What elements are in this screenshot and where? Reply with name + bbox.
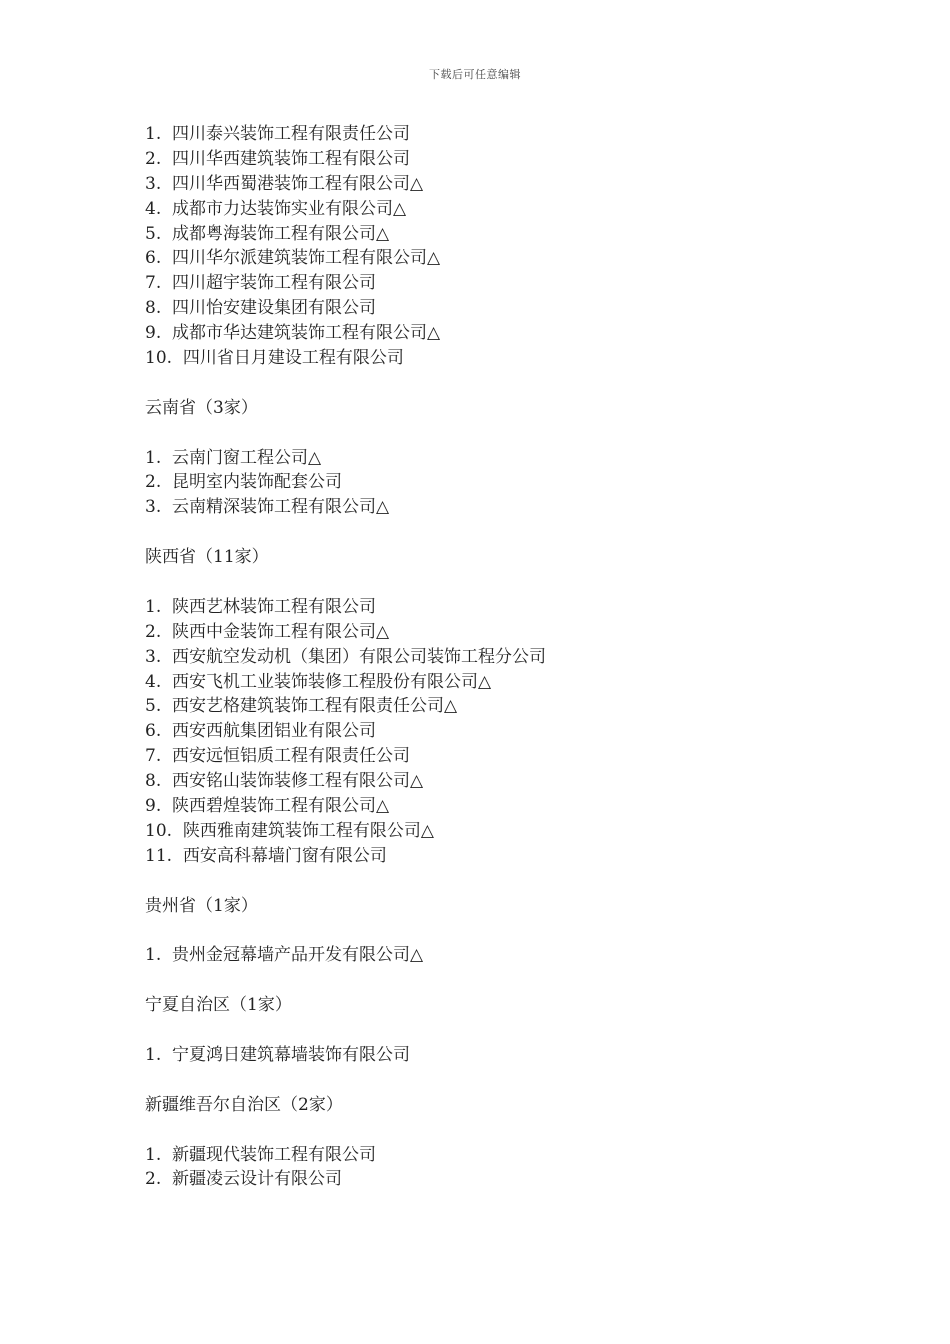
- list-item: [145, 172, 845, 197]
- item-text: 四川华西建筑装饰工程有限公司: [172, 148, 411, 169]
- list-item: [145, 719, 845, 744]
- item-number: 8.: [145, 298, 162, 319]
- list-item: [145, 122, 845, 147]
- list-item: [145, 794, 845, 819]
- item-number: 11.: [145, 845, 173, 866]
- item-text: 贵州金冠幕墙产品开发有限公司△: [172, 945, 424, 966]
- section-heading: 宁夏自治区（1家）: [145, 995, 292, 1016]
- item-text: 四川怡安建设集团有限公司: [172, 298, 377, 319]
- page-header: 下载后可任意编辑: [429, 68, 521, 81]
- item-text: 四川超宇装饰工程有限公司: [172, 273, 377, 294]
- document-body: [145, 122, 845, 1192]
- spacer: [145, 421, 845, 446]
- item-number: 2.: [145, 621, 162, 642]
- item-text: 新疆现代装饰工程有限公司: [172, 1144, 377, 1165]
- item-number: 2.: [145, 1169, 162, 1190]
- item-text: 西安航空发动机（集团）有限公司装饰工程分公司: [172, 646, 547, 667]
- list-item: [145, 346, 845, 371]
- item-number: 7.: [145, 746, 162, 767]
- section-heading: 新疆维吾尔自治区（2家）: [145, 1094, 343, 1115]
- section-heading: 陕西省（11家）: [145, 547, 269, 568]
- spacer: [145, 371, 845, 396]
- section-ningxia: [145, 993, 845, 1068]
- item-number: 6.: [145, 248, 162, 269]
- item-text: 四川泰兴装饰工程有限责任公司: [172, 124, 411, 144]
- item-number: 1.: [145, 945, 162, 966]
- item-text: 西安西航集团铝业有限公司: [172, 721, 377, 742]
- item-text: 陕西碧煌装饰工程有限公司△: [172, 796, 390, 817]
- item-number: 3.: [145, 173, 162, 194]
- item-number: 5.: [145, 696, 162, 717]
- item-text: 陕西雅南建筑装饰工程有限公司△: [182, 820, 434, 841]
- section-sichuan-list: [145, 122, 845, 371]
- item-number: 4.: [145, 198, 162, 219]
- spacer: [145, 919, 845, 944]
- item-number: 1.: [145, 596, 162, 617]
- item-number: 6.: [145, 721, 162, 742]
- item-text: 西安高科幕墙门窗有限公司: [182, 845, 387, 866]
- section-heading: 云南省（3家）: [145, 397, 258, 418]
- list-item: [145, 769, 845, 794]
- item-number: 3.: [145, 646, 162, 667]
- item-text: 西安艺格建筑装饰工程有限责任公司△: [172, 696, 458, 717]
- item-text: 陕西中金装饰工程有限公司△: [172, 621, 390, 642]
- list-item: [145, 670, 845, 695]
- item-text: 西安飞机工业装饰装修工程股份有限公司△: [172, 671, 492, 692]
- spacer: [145, 1068, 845, 1093]
- list-item: [145, 1043, 845, 1068]
- list-item: [145, 446, 845, 471]
- item-text: 新疆凌云设计有限公司: [172, 1169, 343, 1190]
- item-number: 2.: [145, 148, 162, 169]
- list-item: [145, 645, 845, 670]
- item-number: 5.: [145, 223, 162, 244]
- item-number: 10.: [145, 820, 173, 841]
- list-item: [145, 495, 845, 520]
- item-number: 10.: [145, 348, 173, 369]
- section-xinjiang: [145, 1093, 845, 1193]
- spacer: [145, 520, 845, 545]
- list-item: [145, 620, 845, 645]
- item-text: 四川省日月建设工程有限公司: [182, 348, 404, 369]
- item-number: 1.: [145, 1144, 162, 1165]
- item-text: 云南精深装饰工程有限公司△: [172, 497, 390, 518]
- item-text: 云南门窗工程公司△: [172, 447, 322, 468]
- item-number: 4.: [145, 671, 162, 692]
- list-item: [145, 1143, 845, 1168]
- item-text: 成都市华达建筑装饰工程有限公司△: [172, 323, 441, 344]
- item-text: 西安铭山装饰装修工程有限公司△: [172, 771, 424, 792]
- item-text: 西安远恒铝质工程有限责任公司: [172, 746, 411, 767]
- list-item: [145, 321, 845, 346]
- list-item: [145, 595, 845, 620]
- item-text: 成都粤海装饰工程有限公司△: [172, 223, 390, 244]
- list-item: [145, 694, 845, 719]
- item-text: 四川华尔派建筑装饰工程有限公司△: [172, 248, 441, 269]
- item-text: 四川华西蜀港装饰工程有限公司△: [172, 173, 424, 194]
- item-number: 1.: [145, 1044, 162, 1065]
- item-number: 8.: [145, 771, 162, 792]
- list-item: [145, 819, 845, 844]
- list-item: [145, 197, 845, 222]
- spacer: [145, 968, 845, 993]
- spacer: [145, 1018, 845, 1043]
- list-item: [145, 271, 845, 296]
- section-yunnan: [145, 396, 845, 520]
- item-text: 陕西艺林装饰工程有限公司: [172, 596, 377, 617]
- item-number: 9.: [145, 796, 162, 817]
- list-item: [145, 147, 845, 172]
- section-shaanxi: [145, 545, 845, 869]
- list-item: [145, 943, 845, 968]
- spacer: [145, 1118, 845, 1143]
- item-text: 宁夏鸿日建筑幕墙装饰有限公司: [172, 1044, 411, 1065]
- item-text: 成都市力达装饰实业有限公司△: [172, 198, 407, 219]
- section-heading: 贵州省（1家）: [145, 895, 258, 916]
- item-number: 2.: [145, 472, 162, 493]
- item-number: 7.: [145, 273, 162, 294]
- item-number: 1.: [145, 447, 162, 468]
- item-number: 1.: [145, 124, 162, 144]
- section-guizhou: [145, 894, 845, 969]
- list-item: [145, 1167, 845, 1192]
- list-item: [145, 744, 845, 769]
- item-text: 昆明室内装饰配套公司: [172, 472, 343, 493]
- list-item: [145, 222, 845, 247]
- spacer: [145, 570, 845, 595]
- list-item: [145, 844, 845, 869]
- item-number: 3.: [145, 497, 162, 518]
- list-item: [145, 246, 845, 271]
- item-number: 9.: [145, 323, 162, 344]
- list-item: [145, 470, 845, 495]
- spacer: [145, 869, 845, 894]
- list-item: [145, 296, 845, 321]
